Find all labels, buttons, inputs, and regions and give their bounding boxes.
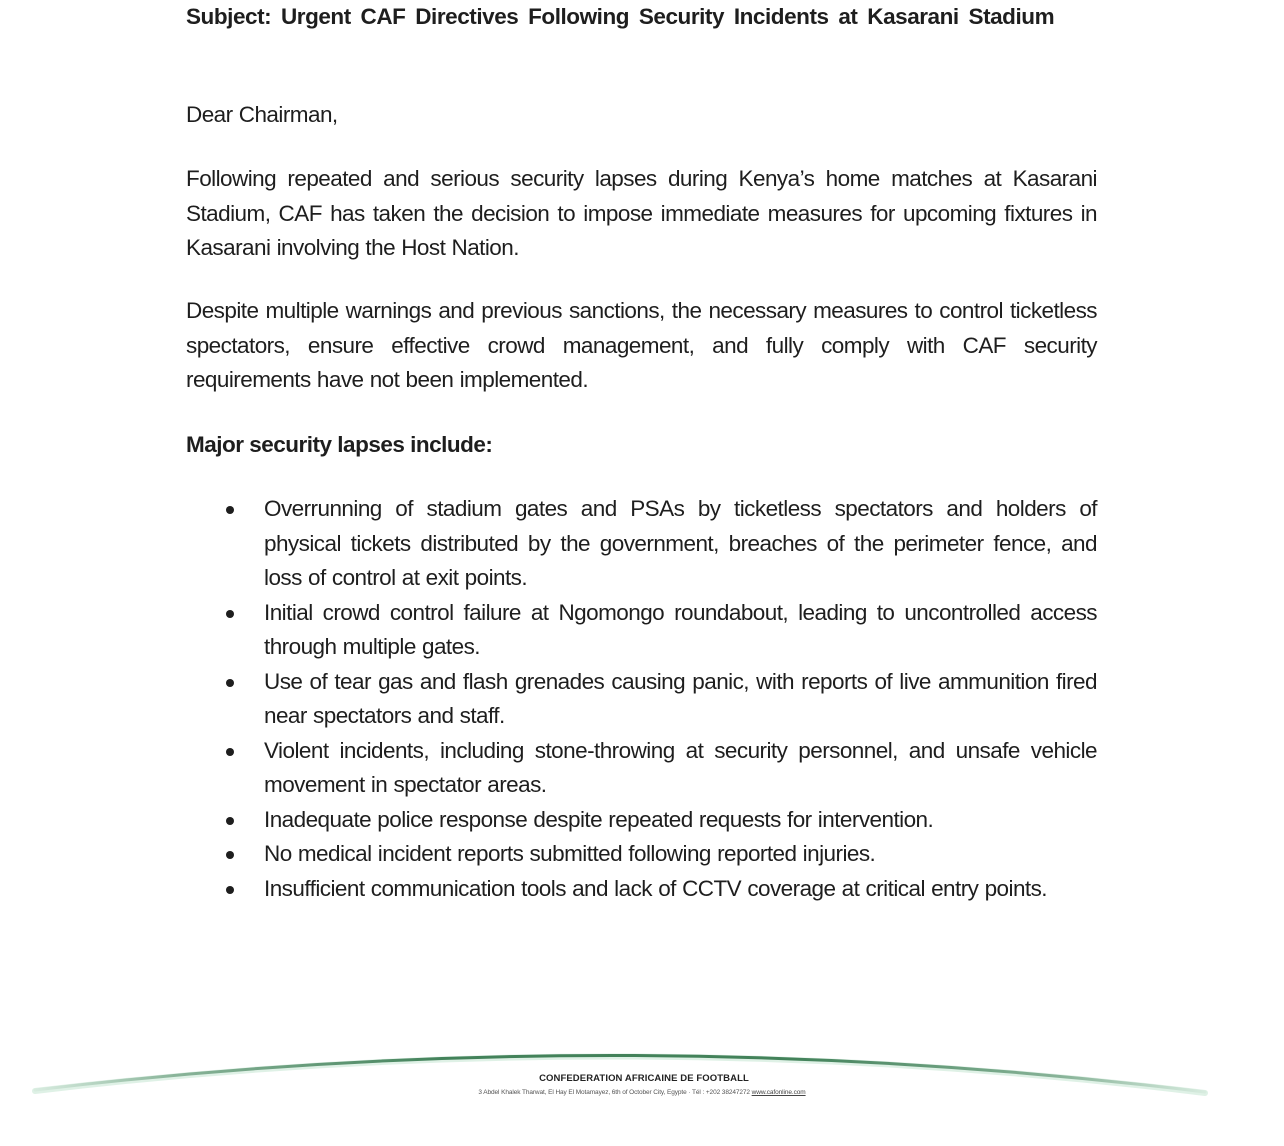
security-lapses-list <box>186 492 1097 906</box>
footer-website-link[interactable]: www.cafonline.com <box>751 1089 806 1096</box>
letter-paragraph-1: Following repeated and serious security lapses during Kenya’s home matches at Kasarani Stadium, CAF has taken the decision to impose immediate measures for upcoming fixtures in Kasarani involving the Host Nation. <box>186 166 1097 260</box>
list-item <box>186 734 1097 803</box>
list-item-text: Violent incidents, including stone-throwing at security personnel, and unsafe vehicle movement in spectator areas. <box>264 737 1097 797</box>
bullet-icon <box>226 610 234 618</box>
list-item-text: Insufficient communication tools and lack of CCTV coverage at critical entry points. <box>264 875 1048 901</box>
list-item-text: No medical incident reports submitted following reported injuries. <box>264 841 876 866</box>
list-item <box>186 872 1097 907</box>
list-item <box>186 596 1097 665</box>
list-item <box>186 803 1097 838</box>
footer-address: 3 Abdel Khalek Tharwat, El Hay El Motamayez, 6th of October City, Egypte · Tél : +202 38247272 <box>478 1089 752 1096</box>
letter-greeting: Dear Chairman, <box>186 102 338 127</box>
list-item <box>186 492 1097 596</box>
list-item <box>186 837 1097 872</box>
footer-swoosh-decoration <box>0 1030 1284 1110</box>
list-item <box>186 665 1097 734</box>
list-item-text: Use of tear gas and flash grenades causing panic, with reports of live ammunition fired near spectators and staff. <box>264 668 1097 728</box>
list-item-text: Inadequate police response despite repeated requests for intervention. <box>264 806 934 832</box>
bullet-icon <box>226 886 234 894</box>
list-item-text: Overrunning of stadium gates and PSAs by ticketless spectators and holders of physical tickets distributed by the government, breaches of the perimeter fence, and loss of control at exit points. <box>264 496 1097 590</box>
bullet-icon <box>226 506 234 514</box>
section-heading-lapses: Major security lapses include: <box>186 432 493 457</box>
footer-address-line <box>0 1089 1284 1096</box>
bullet-icon <box>226 679 234 687</box>
letter-subject: Subject: Urgent CAF Directives Following Security Incidents at Kasarani Stadium <box>186 4 1055 29</box>
list-item-text: Initial crowd control failure at Ngomongo roundabout, leading to uncontrolled access through multiple gates. <box>264 599 1097 659</box>
bullet-icon <box>226 817 234 825</box>
letter-paragraph-2: Despite multiple warnings and previous sanctions, the necessary measures to control ticketless spectators, ensure effective crowd management, and fully comply with CAF security requirements have not been implemented. <box>186 298 1097 392</box>
footer-organization-name: CONFEDERATION AFRICAINE DE FOOTBALL <box>539 1073 749 1084</box>
bullet-icon <box>226 851 234 859</box>
bullet-icon <box>226 748 234 756</box>
